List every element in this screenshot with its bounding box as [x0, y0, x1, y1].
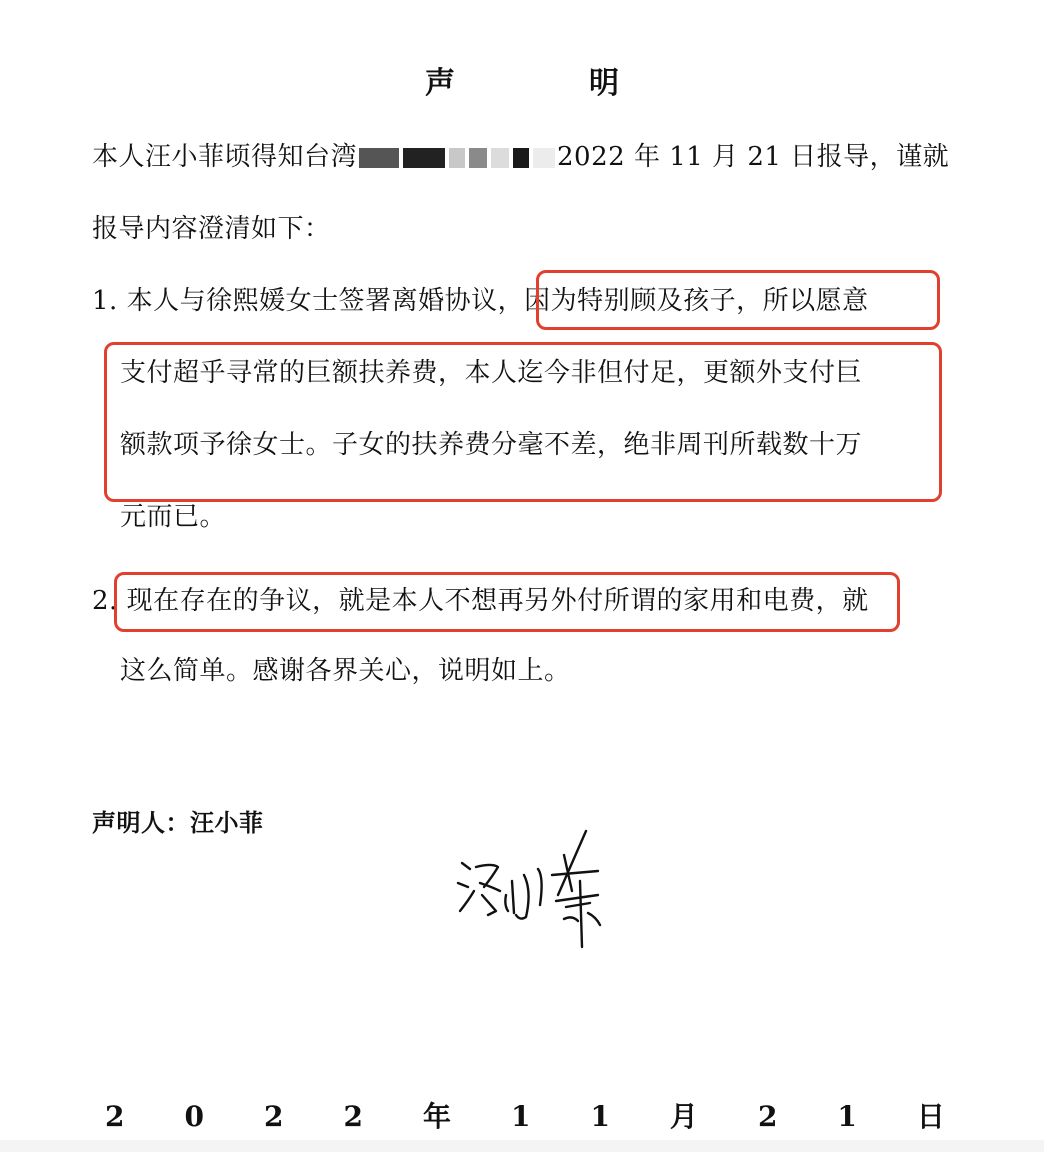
- date-char: 日: [916, 1100, 945, 1133]
- item-2-text-b: 现在存在的争议，就是本人不想再另外付所谓的家用和电费，: [126, 586, 843, 616]
- date-char: 0: [184, 1100, 204, 1133]
- signer-label: 声明人：汪小菲: [92, 808, 264, 837]
- item-1-text-b: ，因为特别顾及孩子，所以愿意: [497, 286, 869, 316]
- item-1-line-4: 元而已。: [120, 502, 227, 532]
- intro-text-before: 本人汪小菲顷得知台湾: [92, 142, 358, 172]
- date-char: 2: [263, 1100, 284, 1133]
- date-char: 年: [422, 1100, 451, 1133]
- date-char: 月: [669, 1100, 698, 1133]
- handwritten-signature: [440, 825, 620, 955]
- item-1-line-3: 额款项予徐女士。子女的扶养费分毫不差，绝非周刊所载数十万: [120, 430, 863, 460]
- item-1-line-2: 支付超乎寻常的巨额扶养费，本人迄今非但付足，更额外支付巨: [120, 358, 863, 388]
- intro-text-after: 2022 年 11 月 21 日报导，谨就: [557, 142, 950, 172]
- item-2-text-c: 就: [842, 586, 869, 616]
- date-char: 2: [105, 1100, 125, 1133]
- statement-date: [105, 1100, 945, 1134]
- date-char: 2: [343, 1100, 363, 1133]
- item-2-line-1: [92, 584, 869, 618]
- date-char: 1: [837, 1100, 857, 1133]
- item-1-line-1: [92, 284, 869, 318]
- date-char: 1: [510, 1100, 531, 1133]
- date-char: 2: [757, 1100, 778, 1133]
- intro-line-2: 报导内容澄清如下：: [92, 214, 331, 244]
- document-title: 声 明: [425, 66, 671, 101]
- intro-line-1: [92, 140, 949, 174]
- page-edge-shade: [0, 1140, 1044, 1152]
- date-char: 1: [590, 1100, 610, 1133]
- item-2-text-a: 2.: [92, 586, 127, 616]
- item-2-line-2: 这么简单。感谢各界关心，说明如上。: [120, 656, 571, 686]
- item-1-text-a: 1. 本人与徐熙媛女士签署离婚协议: [92, 286, 498, 316]
- redaction-block: [357, 142, 557, 172]
